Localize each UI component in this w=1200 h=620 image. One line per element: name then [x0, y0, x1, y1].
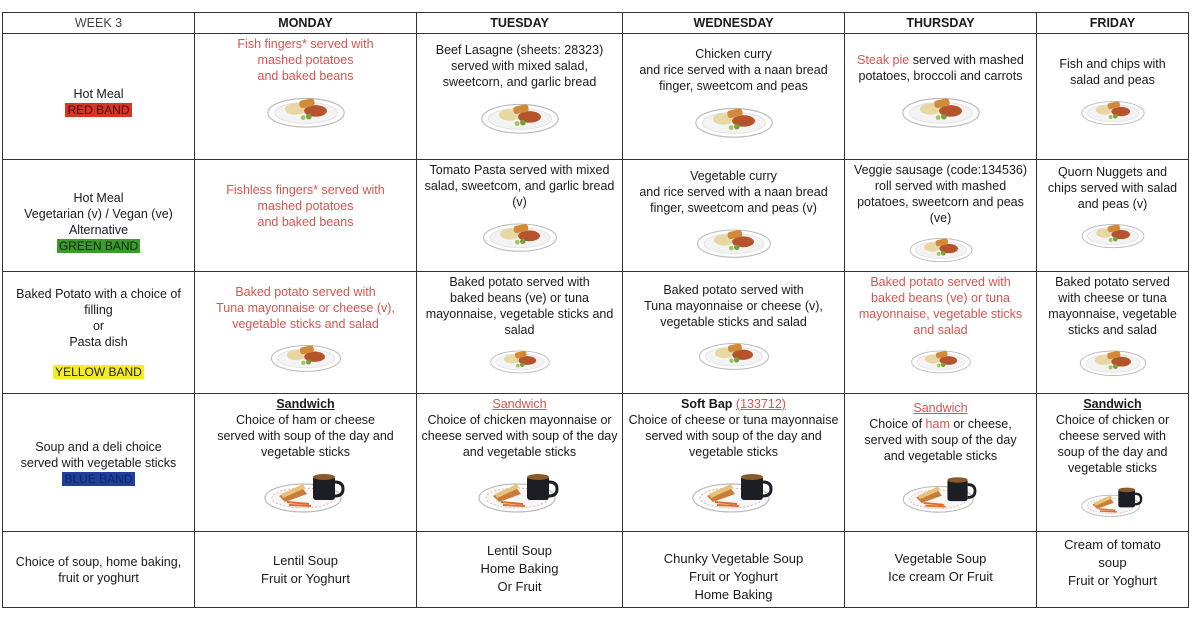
- soup-sandwich-photo: [258, 464, 354, 514]
- meal-photo: [691, 220, 777, 260]
- cell-soup-monday: Sandwich Choice of ham or cheese served with soup of the day and vegetable sticks: [195, 394, 417, 532]
- meal-photo: [487, 342, 553, 376]
- cell-dessert-tuesday: Lentil Soup Home Baking Or Fruit: [417, 532, 623, 608]
- row-label-hot-meal: Hot Meal RED BAND: [3, 34, 195, 160]
- cell-veg-thursday: Veggie sausage (code:134536) roll served with mashed potatoes, sweetcorn and peas (ve): [845, 160, 1037, 272]
- meal-photo: [263, 88, 349, 130]
- meal-photo: [906, 230, 976, 264]
- cell-dessert-wednesday: Chunky Vegetable Soup Fruit or Yoghurt Home Baking: [623, 532, 845, 608]
- cell-potato-thursday: Baked potato served with baked beans (ve) or tuna mayonnaise, vegetable sticks and salad: [845, 272, 1037, 394]
- cell-soup-tuesday: Sandwich Choice of chicken mayonnaise or cheese served with soup of the day and vegetable sticks: [417, 394, 623, 532]
- cell-hot-monday: Fish fingers* served with mashed potatoes and baked beans: [195, 34, 417, 160]
- soup-sandwich-photo: [1078, 480, 1148, 518]
- red-band-badge: RED BAND: [67, 102, 130, 117]
- row-label-baked-potato: Baked Potato with a choice of filling or Pasta dish YELLOW BAND: [3, 272, 195, 394]
- cell-veg-monday: Fishless fingers* served with mashed potatoes and baked beans: [195, 160, 417, 272]
- day-header-monday: MONDAY: [195, 13, 417, 34]
- cell-dessert-monday: Lentil Soup Fruit or Yoghurt: [195, 532, 417, 608]
- cell-veg-tuesday: Tomato Pasta served with mixed salad, sweetcom, and garlic bread (v): [417, 160, 623, 272]
- meal-photo: [691, 98, 777, 140]
- blue-band-badge: BLUE BAND: [64, 471, 133, 486]
- day-header-friday: FRIDAY: [1037, 13, 1189, 34]
- cell-hot-thursday: Steak pie served with mashed potatoes, broccoli and carrots: [845, 34, 1037, 160]
- soup-sandwich-photo: [472, 464, 568, 514]
- cell-potato-tuesday: Baked potato served with baked beans (ve) or tuna mayonnaise, vegetable sticks and salad: [417, 272, 623, 394]
- cell-hot-friday: Fish and chips with salad and peas: [1037, 34, 1189, 160]
- day-header-wednesday: WEDNESDAY: [623, 13, 845, 34]
- row-label-vegetarian: Hot Meal Vegetarian (v) / Vegan (ve) Alternative GREEN BAND: [3, 160, 195, 272]
- meal-photo: [908, 342, 974, 376]
- baked-potato-row: [3, 272, 1189, 394]
- meal-photo: [1078, 216, 1148, 250]
- day-header-tuesday: TUESDAY: [417, 13, 623, 34]
- meal-photo: [1075, 342, 1151, 378]
- cell-potato-monday: Baked potato served with Tuna mayonnaise or cheese (v), vegetable sticks and salad: [195, 272, 417, 394]
- meal-photo: [1078, 92, 1148, 128]
- cell-dessert-friday: Cream of tomato soup Fruit or Yoghurt: [1037, 532, 1189, 608]
- week-label: WEEK 3: [3, 13, 195, 34]
- weekly-menu-table: [2, 12, 1189, 608]
- cell-hot-wednesday: Chicken curry and rice served with a naan bread finger, sweetcom and peas: [623, 34, 845, 160]
- cell-hot-tuesday: Beef Lasagne (sheets: 28323) served with mixed salad, sweetcorn, and garlic bread: [417, 34, 623, 160]
- cell-soup-friday: Sandwich Choice of chicken or cheese served with soup of the day and vegetable sticks: [1037, 394, 1189, 532]
- meal-photo: [694, 334, 774, 372]
- day-header-thursday: THURSDAY: [845, 13, 1037, 34]
- cell-soup-wednesday: Soft Bap (133712) Choice of cheese or tuna mayonnaise served with soup of the day and vegetable sticks: [623, 394, 845, 532]
- cell-soup-thursday: Sandwich Choice of ham or cheese, served with soup of the day and vegetable sticks: [845, 394, 1037, 532]
- meal-photo: [898, 88, 984, 130]
- soup-sandwich-photo: [896, 468, 986, 514]
- row-label-soup-deli: Soup and a deli choice served with vegetable sticks BLUE BAND: [3, 394, 195, 532]
- header-row: [3, 13, 1189, 34]
- vegetarian-row: [3, 160, 1189, 272]
- cell-veg-wednesday: Vegetable curry and rice served with a naan bread finger, sweetcom and peas (v): [623, 160, 845, 272]
- soup-sandwich-photo: [686, 464, 782, 514]
- cell-dessert-thursday: Vegetable Soup Ice cream Or Fruit: [845, 532, 1037, 608]
- green-band-badge: GREEN BAND: [58, 238, 139, 253]
- meal-photo: [477, 214, 563, 254]
- cell-veg-friday: Quorn Nuggets and chips served with salad and peas (v): [1037, 160, 1189, 272]
- cell-potato-friday: Baked potato served with cheese or tuna mayonnaise, vegetable sticks and salad: [1037, 272, 1189, 394]
- cell-potato-wednesday: Baked potato served with Tuna mayonnaise or cheese (v), vegetable sticks and salad: [623, 272, 845, 394]
- meal-photo: [477, 94, 563, 136]
- hot-meal-row: [3, 34, 1189, 160]
- dessert-row: [3, 532, 1189, 608]
- yellow-band-badge: YELLOW BAND: [55, 364, 142, 379]
- row-label-dessert: Choice of soup, home baking, fruit or yoghurt: [3, 532, 195, 608]
- soup-deli-row: [3, 394, 1189, 532]
- meal-photo: [266, 336, 346, 374]
